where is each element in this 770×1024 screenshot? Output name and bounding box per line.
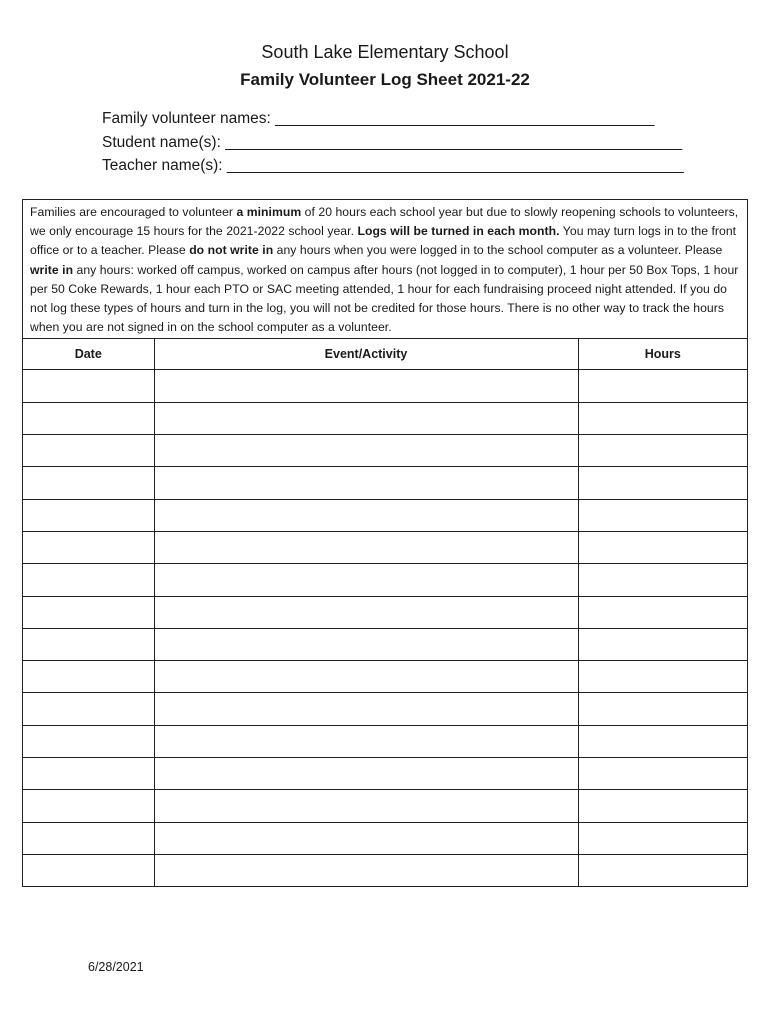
hours-cell[interactable] bbox=[578, 435, 747, 467]
date-cell[interactable] bbox=[23, 435, 154, 467]
date-cell[interactable] bbox=[23, 790, 154, 822]
hours-cell[interactable] bbox=[578, 757, 747, 789]
table-row bbox=[23, 596, 747, 628]
table-header-row bbox=[23, 339, 747, 370]
date-cell[interactable] bbox=[23, 564, 154, 596]
table-row bbox=[23, 402, 747, 434]
event-cell[interactable] bbox=[154, 467, 578, 499]
hours-cell[interactable] bbox=[578, 725, 747, 757]
table-row bbox=[23, 693, 747, 725]
event-cell[interactable] bbox=[154, 370, 578, 402]
event-cell[interactable] bbox=[154, 854, 578, 886]
hours-cell[interactable] bbox=[578, 854, 747, 886]
hours-cell[interactable] bbox=[578, 596, 747, 628]
date-cell[interactable] bbox=[23, 531, 154, 563]
event-cell[interactable] bbox=[154, 596, 578, 628]
hours-cell[interactable] bbox=[578, 693, 747, 725]
volunteer-log-form bbox=[22, 199, 748, 887]
event-cell[interactable] bbox=[154, 757, 578, 789]
family-names-field[interactable] bbox=[102, 107, 684, 131]
school-name: South Lake Elementary School bbox=[261, 42, 509, 62]
instructions-part-3: You may turn logs in to the front office or to a teacher. Please bbox=[30, 224, 737, 258]
column-header-date: Date bbox=[23, 339, 154, 370]
event-cell[interactable] bbox=[154, 790, 578, 822]
event-cell[interactable] bbox=[154, 725, 578, 757]
instructions-bold-1: a minimum bbox=[236, 205, 302, 219]
sheet-title: Family Volunteer Log Sheet 2021-22 bbox=[240, 70, 530, 89]
instructions-bold-2: Logs will be turned in each month. bbox=[357, 224, 560, 239]
instructions-part-5: any hours: worked off campus, worked on campus after hours (not logged in to computer), 1 hour per 50 Box Tops, 1 hour per 50 Coke Rewards, 1 hour each PTO or SAC meeting attended, 1 hour for each fundraising proceed night attended. If you do not log these types of hours and turn in the log, you will not be credited for those hours. There is no other way to track the hours when you are not signed in on the school computer as a volunteer. bbox=[30, 262, 739, 335]
date-cell[interactable] bbox=[23, 757, 154, 789]
instructions-text bbox=[23, 200, 747, 339]
teacher-names-blank[interactable]: _____________________________________________________ bbox=[226, 157, 684, 174]
hours-cell[interactable] bbox=[578, 402, 747, 434]
date-cell[interactable] bbox=[23, 725, 154, 757]
instructions-bold-4: write in bbox=[30, 262, 74, 277]
date-cell[interactable] bbox=[23, 822, 154, 854]
instructions-part-1: Families are encouraged to volunteer bbox=[30, 205, 237, 219]
student-names-field[interactable] bbox=[102, 131, 684, 155]
event-cell[interactable] bbox=[154, 661, 578, 693]
table-row bbox=[23, 854, 747, 886]
family-names-blank[interactable]: ____________________________________________ bbox=[275, 110, 655, 127]
student-names-blank[interactable]: _____________________________________________________ bbox=[225, 133, 683, 151]
date-cell[interactable] bbox=[23, 693, 154, 725]
hours-cell[interactable] bbox=[578, 564, 747, 596]
table-row bbox=[23, 435, 747, 467]
teacher-names-label: Teacher name(s): bbox=[102, 157, 223, 174]
hours-cell[interactable] bbox=[578, 531, 747, 563]
hours-cell[interactable] bbox=[578, 628, 747, 660]
event-cell[interactable] bbox=[154, 402, 578, 434]
column-header-hours: Hours bbox=[578, 339, 747, 370]
instructions-part-2: of 20 hours each school year but due to slowly reopening schools to volunteers, we only encourage 15 hours for the 2021-2022 school year. bbox=[30, 205, 739, 239]
table-row bbox=[23, 661, 747, 693]
table-row bbox=[23, 467, 747, 499]
teacher-names-field[interactable] bbox=[102, 154, 684, 178]
event-cell[interactable] bbox=[154, 822, 578, 854]
table-row bbox=[23, 564, 747, 596]
column-header-event: Event/Activity bbox=[154, 339, 578, 370]
date-cell[interactable] bbox=[23, 402, 154, 434]
table-row bbox=[23, 822, 747, 854]
family-names-label: Family volunteer names: bbox=[102, 110, 271, 127]
volunteer-info-fields bbox=[102, 107, 684, 178]
footer-date: 6/28/2021 bbox=[88, 960, 144, 974]
date-cell[interactable] bbox=[23, 596, 154, 628]
volunteer-log-table bbox=[23, 339, 747, 886]
event-cell[interactable] bbox=[154, 531, 578, 563]
table-row bbox=[23, 628, 747, 660]
hours-cell[interactable] bbox=[578, 370, 747, 402]
student-names-label: Student name(s): bbox=[102, 133, 221, 151]
date-cell[interactable] bbox=[23, 467, 154, 499]
table-row bbox=[23, 499, 747, 531]
hours-cell[interactable] bbox=[578, 822, 747, 854]
hours-cell[interactable] bbox=[578, 467, 747, 499]
date-cell[interactable] bbox=[23, 854, 154, 886]
date-cell[interactable] bbox=[23, 499, 154, 531]
event-cell[interactable] bbox=[154, 628, 578, 660]
table-row bbox=[23, 370, 747, 402]
event-cell[interactable] bbox=[154, 435, 578, 467]
date-cell[interactable] bbox=[23, 661, 154, 693]
date-cell[interactable] bbox=[23, 628, 154, 660]
hours-cell[interactable] bbox=[578, 661, 747, 693]
table-body bbox=[23, 370, 747, 886]
event-cell[interactable] bbox=[154, 564, 578, 596]
table-row bbox=[23, 757, 747, 789]
table-row bbox=[23, 790, 747, 822]
instructions-part-4: any hours when you were logged in to the school computer as a volunteer. Please bbox=[273, 243, 723, 258]
date-cell[interactable] bbox=[23, 370, 154, 402]
table-row bbox=[23, 725, 747, 757]
event-cell[interactable] bbox=[154, 693, 578, 725]
event-cell[interactable] bbox=[154, 499, 578, 531]
hours-cell[interactable] bbox=[578, 499, 747, 531]
hours-cell[interactable] bbox=[578, 790, 747, 822]
instructions-bold-3: do not write in bbox=[189, 243, 274, 258]
table-row bbox=[23, 531, 747, 563]
